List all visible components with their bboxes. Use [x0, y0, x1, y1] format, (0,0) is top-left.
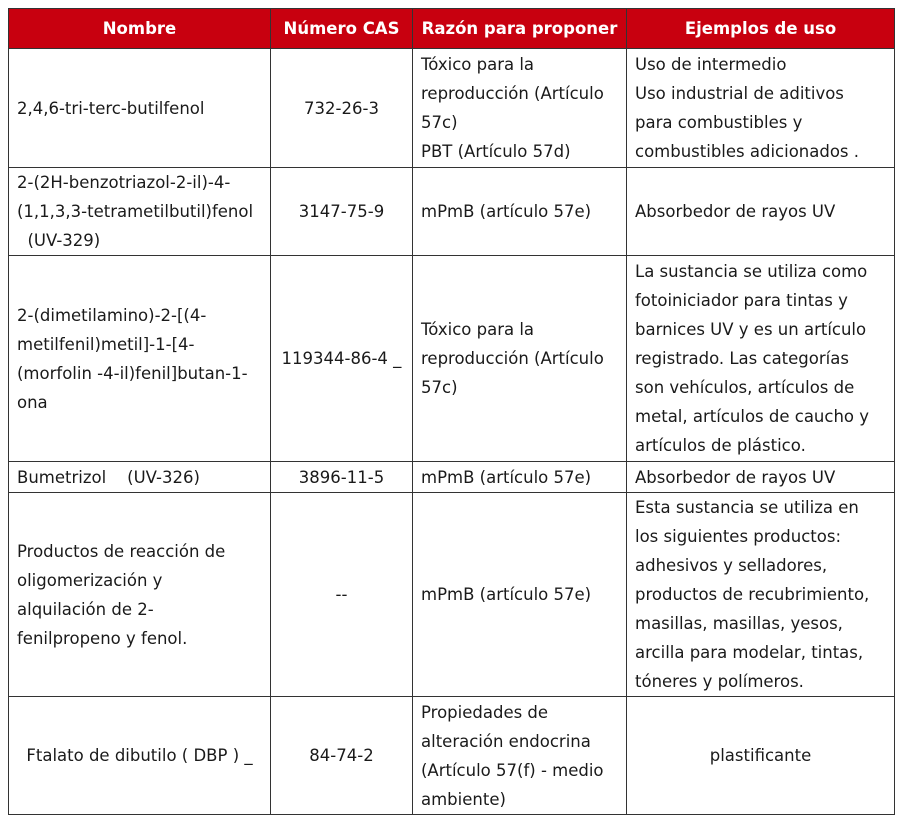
- cell-cas: --: [271, 493, 413, 697]
- cell-cas: 84-74-2: [271, 697, 413, 815]
- cell-uses: Absorbedor de rayos UV: [627, 168, 895, 256]
- cell-uses: La sustancia se utiliza como fotoiniciador para tintas y barnices UV y es un artículo registrado. Las categorías son vehículos, artículos de metal, artículos de caucho y artículos de plástico.: [627, 256, 895, 462]
- table-row: [9, 168, 895, 256]
- cell-cas: 119344-86-4 _: [271, 256, 413, 462]
- cell-name: 2-(dimetilamino)-2-[(4- metilfenil)metil]-1-[4- (morfolin -4-il)fenil]butan-1- ona: [9, 256, 271, 462]
- cell-name: Productos de reacción de oligomerización y alquilación de 2- fenilpropeno y fenol.: [9, 493, 271, 697]
- header-numero-cas: Número CAS: [271, 9, 413, 49]
- cell-name: 2,4,6-tri-terc-butilfenol: [9, 49, 271, 168]
- table-row: [9, 462, 895, 493]
- cell-name: Bumetrizol (UV-326): [9, 462, 271, 493]
- cell-reason: Propiedades de alteración endocrina (Artículo 57(f) - medio ambiente): [413, 697, 627, 815]
- cell-cas: 732-26-3: [271, 49, 413, 168]
- header-razon: Razón para proponer: [413, 9, 627, 49]
- cell-cas: 3896-11-5: [271, 462, 413, 493]
- table-row: [9, 256, 895, 462]
- cell-cas: 3147-75-9: [271, 168, 413, 256]
- cell-name: Ftalato de dibutilo ( DBP ) _: [9, 697, 271, 815]
- cell-name: 2-(2H-benzotriazol-2-il)-4- (1,1,3,3-tetrametilbutil)fenol (UV-329): [9, 168, 271, 256]
- cell-uses: plastificante: [627, 697, 895, 815]
- table-row: [9, 49, 895, 168]
- cell-uses: Uso de intermedio Uso industrial de aditivos para combustibles y combustibles adicionados .: [627, 49, 895, 168]
- cell-reason: Tóxico para la reproducción (Artículo 57c): [413, 256, 627, 462]
- header-nombre: Nombre: [9, 9, 271, 49]
- cell-reason: mPmB (artículo 57e): [413, 493, 627, 697]
- cell-uses: Absorbedor de rayos UV: [627, 462, 895, 493]
- cell-reason: mPmB (artículo 57e): [413, 168, 627, 256]
- header-ejemplos: Ejemplos de uso: [627, 9, 895, 49]
- cell-reason: Tóxico para la reproducción (Artículo 57c) PBT (Artículo 57d): [413, 49, 627, 168]
- header-row: [9, 9, 895, 49]
- table-row: [9, 493, 895, 697]
- cell-uses: Esta sustancia se utiliza en los siguientes productos: adhesivos y selladores, productos de recubrimiento, masillas, masillas, yesos, arcilla para modelar, tintas, tóneres y polímeros.: [627, 493, 895, 697]
- substances-table: [8, 8, 895, 815]
- table-row: [9, 697, 895, 815]
- cell-reason: mPmB (artículo 57e): [413, 462, 627, 493]
